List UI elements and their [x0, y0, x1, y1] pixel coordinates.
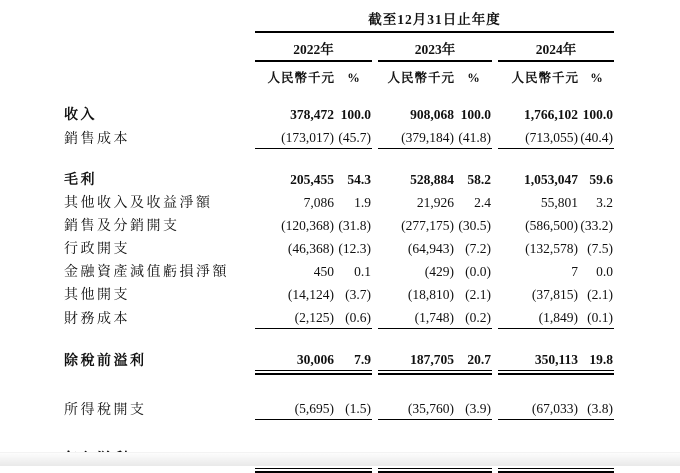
cell-text: 2.4	[474, 195, 491, 210]
cell-text: (173,017)	[255, 129, 335, 149]
cell-text: (1,849)	[498, 309, 579, 329]
value-cell	[378, 284, 455, 307]
cell-text: (120,368)	[281, 218, 334, 233]
table-row	[64, 192, 614, 215]
cell-text: 908,068	[410, 107, 454, 122]
row-label: 其他收入及收益淨額	[64, 196, 213, 211]
financial-statement-page	[0, 8, 680, 466]
cell-text: (379,184)	[378, 129, 455, 149]
page-edge	[0, 452, 680, 466]
cell-text: (3.8)	[579, 400, 614, 420]
percent-cell	[579, 169, 614, 192]
cell-text: (0.1)	[579, 309, 614, 329]
value-cell	[498, 398, 579, 422]
value-cell	[378, 307, 455, 331]
value-cell	[255, 127, 335, 151]
cell-text: 7.9	[335, 351, 372, 371]
value-cell	[255, 349, 335, 373]
percent-cell	[455, 238, 492, 261]
cell-text: (2.1)	[587, 287, 613, 302]
cell-text: 378,472	[290, 107, 334, 122]
percent-cell	[335, 169, 372, 192]
unit-header-row	[64, 61, 614, 88]
value-cell	[378, 261, 455, 284]
cell-text: (2.1)	[465, 287, 491, 302]
value-cell	[255, 238, 335, 261]
section-spacer	[64, 422, 614, 447]
percent-cell	[335, 349, 372, 373]
value-cell	[378, 349, 455, 373]
cell-text: 350,113	[498, 351, 579, 371]
cell-text: 450	[313, 264, 334, 279]
unit-header-2024: 人民幣千元	[511, 71, 579, 85]
percent-cell	[455, 349, 492, 373]
cell-text: (1.5)	[335, 400, 372, 420]
cell-text: 54.3	[347, 172, 371, 187]
percent-cell	[579, 398, 614, 422]
cell-text: 100.0	[582, 107, 613, 122]
cell-text: (5,695)	[255, 400, 335, 420]
percent-cell	[579, 261, 614, 284]
percent-cell	[579, 307, 614, 331]
cell-text: 55,801	[540, 195, 578, 210]
value-cell	[498, 349, 579, 373]
cell-text: (45.7)	[335, 129, 372, 149]
percent-cell	[455, 192, 492, 215]
value-cell	[255, 307, 335, 331]
year-header-2022: 2022年	[255, 32, 372, 61]
cell-text: (0.2)	[455, 309, 492, 329]
percent-cell	[335, 284, 372, 307]
percent-cell	[579, 284, 614, 307]
value-cell	[255, 261, 335, 284]
cell-text: 1.9	[354, 195, 371, 210]
percent-cell	[335, 127, 372, 151]
value-cell	[255, 284, 335, 307]
cell-text: (3.9)	[455, 400, 492, 420]
percent-cell	[579, 215, 614, 238]
unit-header-2023: 人民幣千元	[387, 71, 455, 85]
cell-text: (586,500)	[525, 218, 578, 233]
cell-text: (0.6)	[335, 309, 372, 329]
cell-text: 205,455	[290, 172, 334, 187]
income-statement-table	[64, 8, 614, 471]
percent-header-2024: %	[590, 71, 603, 85]
cell-text: (30.5)	[458, 218, 491, 233]
cell-text: 58.2	[467, 172, 491, 187]
cell-text: 20.7	[455, 351, 492, 371]
value-cell	[255, 169, 335, 192]
value-cell	[498, 215, 579, 238]
cell-text: (33.2)	[580, 218, 613, 233]
row-label: 財務成本	[64, 312, 130, 327]
cell-text: (46,368)	[287, 241, 334, 256]
header-spacer	[64, 8, 255, 32]
value-cell	[255, 192, 335, 215]
percent-cell	[335, 215, 372, 238]
percent-cell	[335, 88, 372, 127]
percent-cell	[455, 215, 492, 238]
percent-cell	[579, 127, 614, 151]
section-spacer	[64, 151, 614, 169]
percent-cell	[455, 169, 492, 192]
percent-cell	[455, 88, 492, 127]
table-header	[64, 8, 614, 88]
cell-text: 0.0	[596, 264, 613, 279]
cell-text: 100.0	[340, 107, 371, 122]
period-header-row	[64, 8, 614, 32]
value-cell	[378, 127, 455, 151]
cell-text: (64,943)	[407, 241, 454, 256]
percent-cell	[455, 398, 492, 422]
cell-text: 187,705	[378, 351, 455, 371]
cell-text: (67,033)	[498, 400, 579, 420]
percent-cell	[455, 261, 492, 284]
year-header-row	[64, 32, 614, 61]
table-row	[64, 261, 614, 284]
cell-text: (1,748)	[378, 309, 455, 329]
row-label: 收入	[64, 108, 97, 123]
year-header-2023: 2023年	[378, 32, 492, 61]
percent-cell	[579, 238, 614, 261]
cell-text: (31.8)	[338, 218, 371, 233]
value-cell	[255, 215, 335, 238]
cell-text: (37,815)	[531, 287, 578, 302]
value-cell	[378, 215, 455, 238]
value-cell	[498, 169, 579, 192]
value-cell	[255, 88, 335, 127]
value-cell	[378, 192, 455, 215]
table-row	[64, 88, 614, 127]
percent-cell	[455, 284, 492, 307]
row-label: 其他開支	[64, 288, 130, 303]
cell-text: 0.1	[354, 264, 371, 279]
cell-text: (132,578)	[525, 241, 578, 256]
percent-cell	[335, 238, 372, 261]
period-header: 截至12月31日止年度	[255, 8, 614, 32]
table-row	[64, 284, 614, 307]
cell-text: 7	[571, 264, 578, 279]
cell-text: 1,766,102	[524, 107, 578, 122]
cell-text: (14,124)	[287, 287, 334, 302]
cell-text: (429)	[424, 264, 454, 279]
cell-text: 30,006	[255, 351, 335, 371]
percent-cell	[579, 349, 614, 373]
value-cell	[498, 261, 579, 284]
value-cell	[378, 398, 455, 422]
cell-text: (3.7)	[345, 287, 371, 302]
cell-text: (18,810)	[407, 287, 454, 302]
row-label: 銷售成本	[64, 132, 130, 147]
row-label: 毛利	[64, 173, 97, 188]
cell-text: 19.8	[579, 351, 614, 371]
percent-cell	[579, 88, 614, 127]
cell-text: 100.0	[460, 107, 491, 122]
cell-text: (35,760)	[378, 400, 455, 420]
cell-text: (12.3)	[338, 241, 371, 256]
cell-text: (277,175)	[401, 218, 454, 233]
value-cell	[498, 238, 579, 261]
row-label: 金融資產減值虧損淨額	[64, 265, 229, 280]
value-cell	[378, 238, 455, 261]
table-row	[64, 169, 614, 192]
row-label: 所得稅開支	[64, 403, 147, 418]
cell-text: (7.2)	[465, 241, 491, 256]
row-label: 銷售及分銷開支	[64, 219, 180, 234]
cell-text: 528,884	[410, 172, 454, 187]
section-spacer	[64, 331, 614, 349]
percent-cell	[335, 192, 372, 215]
cell-text: 21,926	[416, 195, 454, 210]
table-row	[64, 215, 614, 238]
table-row	[64, 307, 614, 331]
header-spacer	[64, 32, 255, 61]
table-row	[64, 398, 614, 422]
cell-text: (40.4)	[579, 129, 614, 149]
value-cell	[498, 88, 579, 127]
value-cell	[498, 192, 579, 215]
percent-cell	[455, 127, 492, 151]
table-row	[64, 349, 614, 373]
cell-text: (41.8)	[455, 129, 492, 149]
value-cell	[498, 127, 579, 151]
table-row	[64, 127, 614, 151]
table-row	[64, 238, 614, 261]
cell-text: (7.5)	[587, 241, 613, 256]
row-label: 除稅前溢利	[64, 354, 147, 369]
year-header-2024: 2024年	[498, 32, 614, 61]
cell-text: 59.6	[589, 172, 613, 187]
cell-text: 1,053,047	[524, 172, 578, 187]
header-spacer	[64, 61, 255, 88]
percent-header-2023: %	[467, 71, 480, 85]
percent-cell	[579, 192, 614, 215]
section-spacer	[64, 373, 614, 398]
cell-text: (2,125)	[255, 309, 335, 329]
percent-cell	[455, 307, 492, 331]
value-cell	[378, 169, 455, 192]
value-cell	[498, 284, 579, 307]
value-cell	[378, 88, 455, 127]
row-label: 行政開支	[64, 242, 130, 257]
percent-cell	[335, 307, 372, 331]
value-cell	[498, 307, 579, 331]
percent-header-2022: %	[347, 71, 360, 85]
percent-cell	[335, 398, 372, 422]
value-cell	[255, 398, 335, 422]
percent-cell	[335, 261, 372, 284]
cell-text: 7,086	[303, 195, 334, 210]
unit-header-2022: 人民幣千元	[267, 71, 335, 85]
income-table-body	[64, 88, 614, 471]
cell-text: (0.0)	[465, 264, 491, 279]
cell-text: (713,055)	[498, 129, 579, 149]
cell-text: 3.2	[596, 195, 613, 210]
